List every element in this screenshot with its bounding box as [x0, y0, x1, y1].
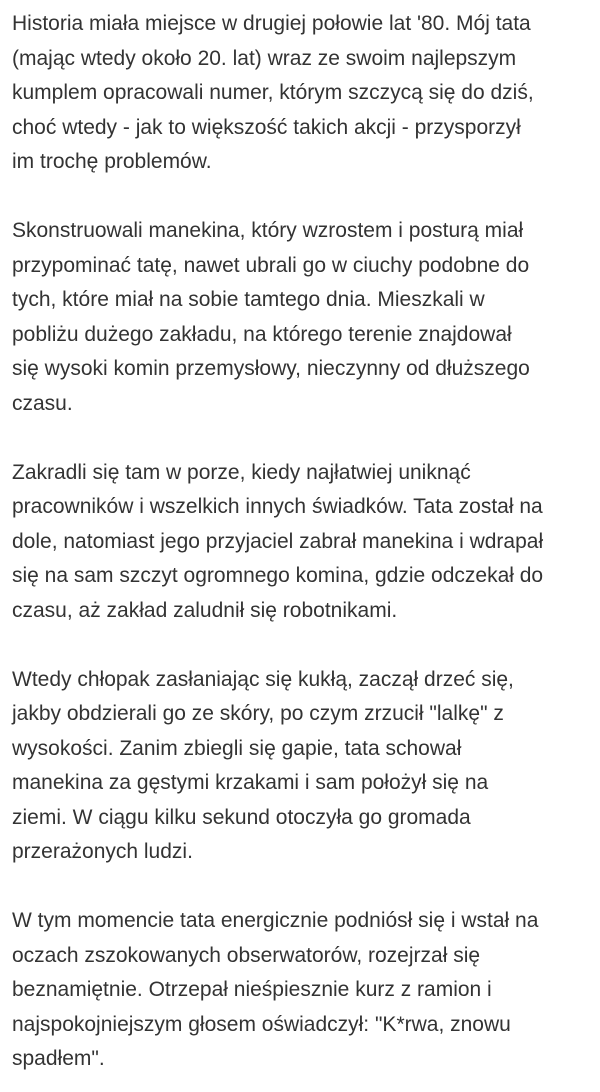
text-line: przypominać tatę, nawet ubrali go w ciuchy podobne do — [12, 253, 530, 277]
text-line: beznamiętnie. Otrzepał nieśpiesznie kurz z ramion i — [12, 978, 492, 1001]
text-line: (mając wtedy około 20. lat) wraz ze swoim najlepszym — [12, 46, 517, 70]
text-line: przerażonych ludzi. — [12, 840, 193, 863]
text-line: pracowników i wszelkich innych świadków. Tata został na — [12, 495, 543, 518]
text-line: ziemi. W ciągu kilku sekund otoczyła go gromada — [12, 805, 471, 829]
text-line: Skonstruowali manekina, który wzrostem i posturą miał — [12, 219, 524, 242]
text-line: W tym momencie tata energicznie podniósł się i wstał na — [12, 909, 539, 932]
text-line: choć wtedy - jak to większość takich akcji - przysporzył — [12, 115, 521, 139]
text-line: pobliżu dużego zakładu, na którego terenie znajdował — [12, 322, 512, 346]
text-line: Historia miała miejsce w drugiej połowie lat '80. Mój tata — [12, 12, 531, 35]
text-line: najspokojniejszym głosem oświadczył: "K*rwa, znowu — [12, 1012, 511, 1036]
text-line: im trochę problemów. — [12, 150, 212, 173]
paragraph-1 — [12, 7, 592, 180]
text-line: manekina za gęstymi krzakami i sam położył się na — [12, 771, 489, 794]
text-line: wysokości. Zanim zbiegli się gapie, tata schował — [12, 736, 462, 760]
text-line: dole, natomiast jego przyjaciel zabrał manekina i wdrapał — [12, 529, 544, 553]
paragraph-5 — [12, 904, 592, 1077]
text-line: czasu. — [12, 391, 73, 415]
text-line: spadłem". — [12, 1047, 105, 1070]
text-line: Zakradli się tam w porze, kiedy najłatwiej uniknąć — [12, 460, 471, 484]
paragraph-2 — [12, 214, 592, 421]
text-line: czasu, aż zakład zaludnił się robotnikami. — [12, 598, 398, 622]
text-line: kumplem opracowali numer, którym szczycą się do dziś, — [12, 81, 534, 104]
text-line: się na sam szczyt ogromnego komina, gdzie odczekał do — [12, 564, 544, 587]
text-line: Wtedy chłopak zasłaniając się kukłą, zaczął drzeć się, — [12, 667, 514, 691]
paragraph-4 — [12, 663, 592, 870]
paragraph-3 — [12, 456, 592, 629]
text-line: tych, które miał na sobie tamtego dnia. Mieszkali w — [12, 288, 485, 311]
text-line: jakby obdzierali go ze skóry, po czym zrzucił "lalkę" z — [12, 702, 504, 725]
text-line: oczach zszokowanych obserwatorów, rozejrzał się — [12, 943, 481, 967]
text-line: się wysoki komin przemysłowy, nieczynny od dłuższego — [12, 357, 530, 380]
